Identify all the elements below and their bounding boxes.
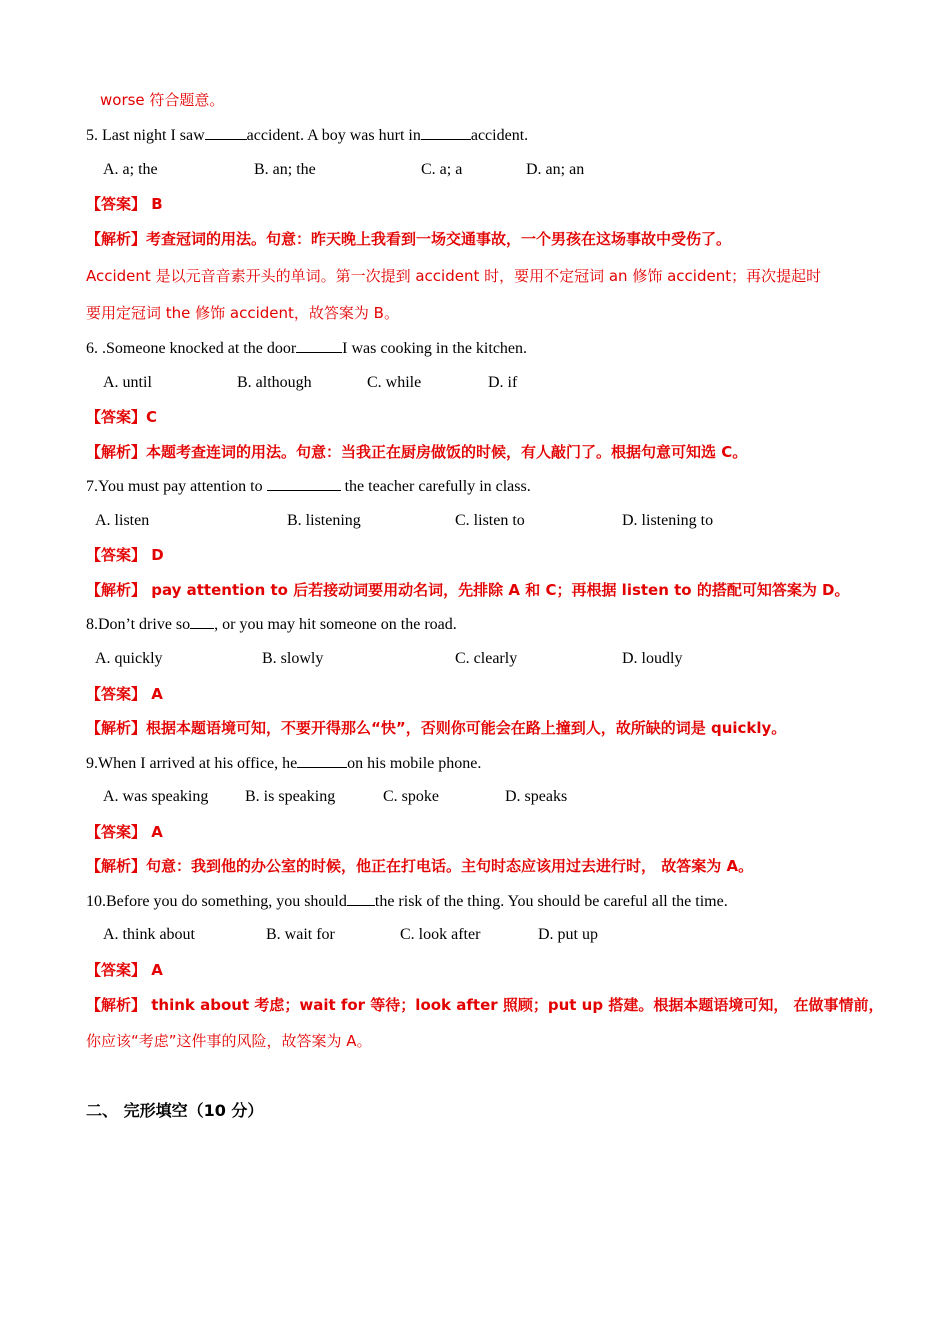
q10-option-b: B. wait for: [266, 926, 335, 943]
q7-answer-value: D: [151, 546, 164, 564]
q10-blank: [347, 890, 375, 906]
q6-answer: [86, 406, 157, 428]
q5-expl-label: 【解析】: [86, 230, 147, 248]
q6-option-d: D. if: [488, 374, 518, 391]
q6-expl-label: 【解析】: [86, 443, 147, 461]
q7-answer-label: 【答案】: [86, 546, 147, 564]
q8-text-2: , or you may hit someone on the road.: [214, 616, 457, 633]
q8-expl-label: 【解析】: [86, 719, 147, 737]
q5-blank-1: [205, 124, 247, 140]
q8-answer-label: 【答案】: [86, 685, 147, 703]
q7-explanation-1: [86, 579, 850, 601]
q8-answer: [86, 683, 163, 705]
intro-line: worse 符合题意。: [100, 91, 225, 109]
q7-option-b: B. listening: [287, 512, 361, 529]
q5-text-1: 5. Last night I saw: [86, 127, 205, 144]
q7-option-d: D. listening to: [622, 512, 714, 529]
q10-option-c: C. look after: [400, 926, 481, 943]
q9-option-a: A. was speaking: [103, 788, 209, 805]
q9-answer-label: 【答案】: [86, 823, 147, 841]
q8-option-b: B. slowly: [262, 650, 324, 667]
q6-answer-value: C: [146, 408, 158, 426]
q5-expl-text-1: 考查冠词的用法。句意：昨天晚上我看到一场交通事故，一个男孩在这场事故中受伤了。: [146, 230, 732, 248]
q6-blank: [296, 337, 342, 353]
q7-option-c: C. listen to: [455, 512, 525, 529]
q6-stem: [86, 337, 527, 360]
q5-option-b: B. an; the: [254, 161, 316, 178]
q5-explanation-1: [86, 228, 731, 250]
q9-expl-label: 【解析】: [86, 857, 147, 875]
q8-expl-text-1: 根据本题语境可知，不要开得那么“快”，否则你可能会在路上撞到人，故所缺的词是 quickly。: [146, 719, 787, 737]
q5-text-3: accident.: [470, 127, 529, 144]
q7-answer: [86, 544, 164, 566]
q6-option-b: B. although: [237, 374, 312, 391]
q8-text-1: 8.Don’t drive so: [86, 616, 191, 633]
q6-option-a: A. until: [103, 374, 152, 391]
q9-option-b: B. is speaking: [245, 788, 336, 805]
q7-expl-label: 【解析】: [86, 581, 147, 599]
q8-option-d: D. loudly: [622, 650, 683, 667]
q9-text-1: 9.When I arrived at his office, he: [86, 755, 298, 772]
q9-stem: [86, 752, 481, 775]
q6-option-c: C. while: [367, 374, 422, 391]
q5-answer-label: 【答案】: [86, 195, 147, 213]
q10-expl-text-1: think about 考虑；wait for 等待；look after 照顾；put up 搭建。根据本题语境可知， 在做事情前，: [146, 996, 884, 1014]
q9-blank: [297, 752, 347, 768]
q10-answer: [86, 959, 163, 981]
q8-explanation-1: [86, 717, 786, 739]
q9-explanation-1: [86, 855, 753, 877]
q7-expl-text-1: pay attention to 后若接动词要用动名词，先排除 A 和 C；再根据 listen to 的搭配可知答案为 D。: [146, 581, 850, 599]
section-heading: 二、 完形填空（10 分）: [86, 1101, 264, 1120]
q5-option-d: D. an; an: [526, 161, 585, 178]
q8-option-c: C. clearly: [455, 650, 518, 667]
q5-answer-value: B: [151, 195, 163, 213]
q5-answer: [86, 193, 163, 215]
q9-answer: [86, 821, 163, 843]
q9-text-2: on his mobile phone.: [347, 755, 482, 772]
q5-option-c: C. a; a: [421, 161, 463, 178]
q10-expl-label: 【解析】: [86, 996, 147, 1014]
q6-explanation-1: [86, 441, 747, 463]
q6-answer-label: 【答案】: [86, 408, 147, 426]
q7-blank: [267, 475, 341, 491]
q5-stem: [86, 124, 528, 147]
q10-option-a: A. think about: [103, 926, 195, 943]
q8-blank: [190, 613, 214, 629]
q5-option-a: A. a; the: [103, 161, 158, 178]
q8-answer-value: A: [151, 685, 163, 703]
q9-option-c: C. spoke: [383, 788, 439, 805]
q6-text-1: 6. .Someone knocked at the door: [86, 340, 297, 357]
q5-blank-2: [421, 124, 471, 140]
q8-stem: [86, 613, 457, 636]
q10-stem: [86, 890, 728, 913]
q7-text-1: 7.You must pay attention to: [86, 478, 267, 495]
q10-explanation-2: 你应该“考虑”这件事的风险，故答案为 A。: [86, 1032, 372, 1050]
q7-stem: [86, 475, 531, 498]
q5-text-2: accident. A boy was hurt in: [246, 127, 421, 144]
q5-explanation-3: 要用定冠词 the 修饰 accident，故答案为 B。: [86, 304, 399, 322]
q6-expl-text-1: 本题考查连词的用法。句意：当我正在厨房做饭的时候，有人敲门了。根据句意可知选 C。: [146, 443, 748, 461]
q10-text-2: the risk of the thing. You should be careful all the time.: [374, 893, 728, 910]
q9-option-d: D. speaks: [505, 788, 568, 805]
q9-expl-text-1: 句意：我到他的办公室的时候，他正在打电话。主句时态应该用过去进行时， 故答案为 A。: [146, 857, 754, 875]
q10-explanation-1: [86, 994, 884, 1016]
q10-option-d: D. put up: [538, 926, 598, 943]
q6-text-2: I was cooking in the kitchen.: [342, 340, 528, 357]
q7-option-a: A. listen: [95, 512, 150, 529]
q9-answer-value: A: [151, 823, 163, 841]
q5-explanation-2: Accident 是以元音音素开头的单词。第一次提到 accident 时，要用不定冠词 an 修饰 accident；再次提起时: [86, 267, 822, 285]
q10-answer-value: A: [151, 961, 163, 979]
q10-answer-label: 【答案】: [86, 961, 147, 979]
q7-text-2: the teacher carefully in class.: [340, 478, 531, 495]
q8-option-a: A. quickly: [95, 650, 163, 667]
q10-text-1: 10.Before you do something, you should: [86, 893, 347, 910]
